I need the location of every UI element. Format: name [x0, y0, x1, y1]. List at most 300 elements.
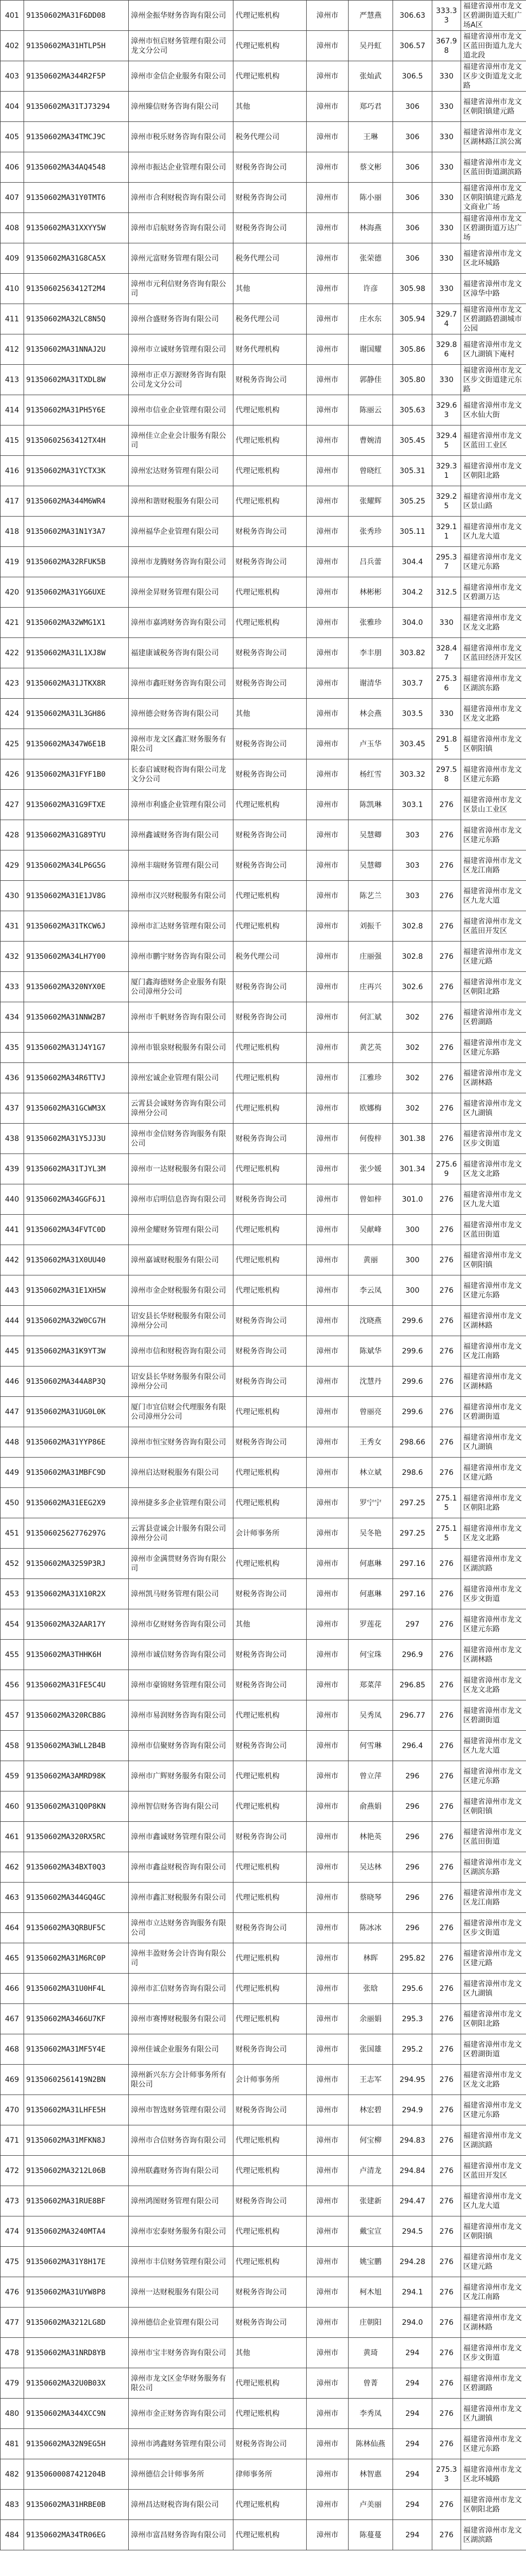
address-text: 福建省漳州市龙文区碧湖街道	[461, 1700, 526, 1731]
company-name: 漳州市银泉财税服务有限公司	[129, 1033, 233, 1063]
score-value: 299.6	[393, 1397, 432, 1427]
institution-type: 财税务咨询公司	[233, 1640, 307, 1670]
row-number: 401	[1, 1, 24, 31]
city-name: 漳州市	[307, 2065, 349, 2095]
institution-type: 代理记账机构	[233, 790, 307, 820]
score-value: 305.31	[393, 456, 432, 486]
institution-type: 财税务咨询公司	[233, 2308, 307, 2338]
address-text: 福建省漳州市龙文区步文街道	[461, 1913, 526, 1943]
contact-person: 何雪琳	[349, 1731, 393, 1761]
credit-code: 91350602MA31TKCW6J	[24, 911, 129, 942]
address-text: 福建省漳州市龙文区碧湖街道万达广场	[461, 213, 526, 243]
table-row	[1, 1852, 526, 1883]
address-text: 福建省漳州市龙文区龙文北路	[461, 1670, 526, 1700]
institution-type: 代理记账机构	[233, 1549, 307, 1579]
company-name: 漳州市一达财税服务有限公司	[129, 1154, 233, 1184]
contact-person: 杨红雪	[349, 759, 393, 790]
company-name: 漳州市合信财务咨询有限公司	[129, 2125, 233, 2156]
city-name: 漳州市	[307, 1397, 349, 1427]
credit-code: 91350602MA31JTKX8R	[24, 668, 129, 699]
score-value: 296.77	[393, 1700, 432, 1731]
company-name: 漳州宏诚企业管理有限公司	[129, 1063, 233, 1093]
credit-code: 91350602MA31GCWM3X	[24, 1093, 129, 1124]
row-number: 484	[1, 2520, 24, 2550]
company-name: 漳州嘉诚财税服务有限公司	[129, 1245, 233, 1275]
credit-code: 91350602MA31NNAJ2U	[24, 334, 129, 365]
address-text: 福建省漳州市龙文区碧湖街道	[461, 2034, 526, 2065]
score-value: 295.2	[393, 2034, 432, 2065]
address-text: 福建省漳州市龙文区建元东路	[461, 1609, 526, 1640]
credit-code: 91350602MA31X10R2X	[24, 1579, 129, 1609]
score-value: 303	[393, 850, 432, 881]
city-name: 漳州市	[307, 2399, 349, 2429]
table-row	[1, 2216, 526, 2247]
contact-person: 林宏碧	[349, 2095, 393, 2125]
credit-code: 91350602MA344GQ4GC	[24, 1883, 129, 1913]
table-row	[1, 850, 526, 881]
table-row	[1, 1943, 526, 1974]
institution-type: 财税务咨询公司	[233, 517, 307, 547]
company-name: 漳州市鹏宇财务咨询有限公司	[129, 942, 233, 972]
city-name: 漳州市	[307, 790, 349, 820]
table-row	[1, 1518, 526, 1549]
table-row	[1, 213, 526, 243]
table-row	[1, 365, 526, 395]
credit-code: 91350602MA32RFUK5B	[24, 547, 129, 577]
address-text: 福建省漳州市龙文区朝阳北路	[461, 972, 526, 1002]
address-text: 福建省漳州市龙文区蓝田街道湖滨路	[461, 152, 526, 183]
city-name: 漳州市	[307, 1215, 349, 1245]
score-value: 294.83	[393, 2125, 432, 2156]
institution-type: 财税务咨询公司	[233, 2429, 307, 2459]
row-number: 457	[1, 1700, 24, 1731]
count-value: 276	[432, 1336, 461, 1367]
address-text: 福建省漳州市龙文区九湖镇	[461, 1974, 526, 2004]
count-value: 329.86	[432, 334, 461, 365]
company-name: 漳州市亿财财务咨询有限公司	[129, 1609, 233, 1640]
city-name: 漳州市	[307, 456, 349, 486]
city-name: 漳州市	[307, 395, 349, 425]
address-text: 福建省漳州市龙文区龙文北路	[461, 2065, 526, 2095]
table-row	[1, 1731, 526, 1761]
contact-person: 林彬彬	[349, 577, 393, 608]
contact-person: 陈蔓蔓	[349, 2520, 393, 2550]
row-number: 417	[1, 486, 24, 517]
contact-person: 何俊梓	[349, 1124, 393, 1154]
city-name: 漳州市	[307, 2368, 349, 2399]
table-row	[1, 2490, 526, 2520]
score-value: 294.9	[393, 2095, 432, 2125]
credit-code: 91350602MA31G8CA5X	[24, 243, 129, 274]
count-value: 276	[432, 1275, 461, 1306]
address-text: 福建省漳州市龙文区建元路	[461, 1458, 526, 1488]
count-value: 276	[432, 1640, 461, 1670]
institution-type: 财税务咨询公司	[233, 213, 307, 243]
contact-person: 何宝柳	[349, 2125, 393, 2156]
score-value: 297.16	[393, 1549, 432, 1579]
city-name: 漳州市	[307, 608, 349, 638]
credit-code: 91350602MA31HRBE0B	[24, 2490, 129, 2520]
address-text: 福建省漳州市龙文区湖林路江滨公寓	[461, 122, 526, 152]
count-value: 276	[432, 2156, 461, 2186]
count-value: 276	[432, 1033, 461, 1063]
address-text: 福建省漳州市龙文区建元东路	[461, 759, 526, 790]
count-value: 276	[432, 1822, 461, 1852]
institution-type: 代理记账机构	[233, 1943, 307, 1974]
city-name: 漳州市	[307, 972, 349, 1002]
institution-type: 代理记账机构	[233, 2368, 307, 2399]
city-name: 漳州市	[307, 729, 349, 759]
city-name: 漳州市	[307, 850, 349, 881]
count-value: 276	[432, 2368, 461, 2399]
count-value: 276	[432, 2004, 461, 2034]
score-value: 300	[393, 1245, 432, 1275]
score-value: 303.7	[393, 668, 432, 699]
company-name: 漳州市豪锦财务管理有限公司	[129, 1670, 233, 1700]
institution-type: 代理记账机构	[233, 1974, 307, 2004]
company-name: 漳州丰瑞财务管理有限公司	[129, 850, 233, 881]
credit-code: 91350602MA31HTLP5H	[24, 31, 129, 61]
company-name: 漳州昌达财税咨询有限公司	[129, 2490, 233, 2520]
contact-person: 曾菁	[349, 2368, 393, 2399]
table-row	[1, 759, 526, 790]
score-value: 296	[393, 1761, 432, 1791]
credit-code: 91350602MA31UYW8P8	[24, 2277, 129, 2308]
company-name: 漳州合盛财务咨询有限公司	[129, 304, 233, 334]
address-text: 福建省漳州市龙文区湖林路	[461, 1306, 526, 1336]
table-row	[1, 911, 526, 942]
contact-person: 曾晓红	[349, 456, 393, 486]
institution-type: 其他	[233, 92, 307, 122]
count-value: 333.33	[432, 1, 461, 31]
score-value: 298.66	[393, 1427, 432, 1458]
city-name: 漳州市	[307, 1124, 349, 1154]
count-value: 330	[432, 243, 461, 274]
contact-person: 吴秀凤	[349, 1700, 393, 1731]
city-name: 漳州市	[307, 2308, 349, 2338]
score-value: 304.2	[393, 577, 432, 608]
score-value: 294	[393, 2338, 432, 2368]
city-name: 漳州市	[307, 911, 349, 942]
count-value: 276	[432, 1306, 461, 1336]
company-name: 福建康诚税务咨询有限公司	[129, 638, 233, 668]
score-value: 305.11	[393, 517, 432, 547]
table-row	[1, 547, 526, 577]
count-value: 276	[432, 881, 461, 911]
row-number: 465	[1, 1943, 24, 1974]
contact-person: 谢国耀	[349, 334, 393, 365]
row-number: 477	[1, 2308, 24, 2338]
address-text: 福建省漳州市龙文区龙文北路	[461, 699, 526, 729]
address-text: 福建省漳州市龙文区建元路	[461, 1943, 526, 1974]
company-name: 漳州市恒启财务管理有限公司龙文分公司	[129, 31, 233, 61]
city-name: 漳州市	[307, 1852, 349, 1883]
company-name: 漳州市诚信财务咨询有限公司	[129, 1640, 233, 1670]
contact-person: 李秀凤	[349, 2399, 393, 2429]
institution-type: 财税务咨询公司	[233, 1731, 307, 1761]
credit-code: 91350602MA31FE5C4U	[24, 1670, 129, 1700]
contact-person: 王志军	[349, 2065, 393, 2095]
credit-code: 91350602MA31N1Y3A7	[24, 517, 129, 547]
row-number: 415	[1, 425, 24, 456]
score-value: 294.1	[393, 2277, 432, 2308]
row-number: 446	[1, 1367, 24, 1397]
city-name: 漳州市	[307, 1184, 349, 1215]
contact-person: 王秀女	[349, 1427, 393, 1458]
count-value: 276	[432, 2065, 461, 2095]
contact-person: 陈丽云	[349, 395, 393, 425]
city-name: 漳州市	[307, 2125, 349, 2156]
contact-person: 黄琦	[349, 2338, 393, 2368]
company-name: 漳州市鸿鑫财务管理有限公司	[129, 2429, 233, 2459]
score-value: 302	[393, 1063, 432, 1093]
company-name: 漳州市启明信息咨询有限公司	[129, 1184, 233, 1215]
company-name: 漳州市金满贯财务咨询有限公司	[129, 1549, 233, 1579]
company-name: 长泰启诚财税咨询有限公司龙文分公司	[129, 759, 233, 790]
table-row	[1, 1974, 526, 2004]
score-value: 303.32	[393, 759, 432, 790]
institution-type: 代理记账机构	[233, 1791, 307, 1822]
credit-code: 91350602MA31FYF1B0	[24, 759, 129, 790]
count-value: 329.45	[432, 425, 461, 456]
city-name: 漳州市	[307, 1063, 349, 1093]
institution-type: 其他	[233, 274, 307, 304]
score-value: 296	[393, 1791, 432, 1822]
count-value: 276	[432, 1913, 461, 1943]
count-value: 276	[432, 2520, 461, 2550]
score-value: 303.1	[393, 790, 432, 820]
table-row	[1, 2520, 526, 2550]
row-number: 442	[1, 1245, 24, 1275]
institution-type: 代理记账机构	[233, 2399, 307, 2429]
table-row	[1, 1488, 526, 1518]
count-value: 276	[432, 2277, 461, 2308]
count-value: 276	[432, 820, 461, 850]
row-number: 404	[1, 92, 24, 122]
company-name: 漳州市正卓万源财务咨询有限公司龙文分公司	[129, 365, 233, 395]
contact-person: 张秀珍	[349, 517, 393, 547]
row-number: 480	[1, 2399, 24, 2429]
address-text: 福建省漳州市龙文区湖林路	[461, 1367, 526, 1397]
institution-type: 代理记账机构	[233, 1245, 307, 1275]
institution-type: 代理记账机构	[233, 2490, 307, 2520]
table-row	[1, 517, 526, 547]
row-number: 423	[1, 668, 24, 699]
contact-person: 罗宁宁	[349, 1488, 393, 1518]
row-number: 460	[1, 1791, 24, 1822]
address-text: 福建省漳州市龙文区朝阳北路	[461, 2004, 526, 2034]
row-number: 428	[1, 820, 24, 850]
credit-code: 91350602MA31PH5Y6E	[24, 395, 129, 425]
credit-code: 91350602MA31Y0TMT6	[24, 183, 129, 213]
table-row	[1, 1367, 526, 1397]
contact-person: 沈晓燕	[349, 1306, 393, 1336]
score-value: 294	[393, 2520, 432, 2550]
company-name: 漳州市利盛企业管理有限公司	[129, 790, 233, 820]
address-text: 福建省漳州市龙文区碧湖路	[461, 2368, 526, 2399]
count-value: 330	[432, 61, 461, 92]
contact-person: 吴冬艳	[349, 1518, 393, 1549]
count-value: 276	[432, 1427, 461, 1458]
row-number: 441	[1, 1215, 24, 1245]
institution-type: 财税务咨询公司	[233, 850, 307, 881]
table-row	[1, 1640, 526, 1670]
table-row	[1, 1427, 526, 1458]
company-name: 漳州市立诚财务管理有限公司	[129, 334, 233, 365]
city-name: 漳州市	[307, 2520, 349, 2550]
credit-code: 91350602563412TX4H	[24, 425, 129, 456]
city-name: 漳州市	[307, 2095, 349, 2125]
city-name: 漳州市	[307, 942, 349, 972]
count-value: 330	[432, 274, 461, 304]
credit-code: 91350602MA31E1XH5W	[24, 1275, 129, 1306]
credit-code: 91350602MA34BXT0Q3	[24, 1852, 129, 1883]
company-name: 漳州德会财务咨询有限公司	[129, 699, 233, 729]
row-number: 461	[1, 1822, 24, 1852]
table-row	[1, 122, 526, 152]
contact-person: 许彦	[349, 274, 393, 304]
institution-type: 财税务咨询公司	[233, 2034, 307, 2065]
company-name: 漳州联鑫财务咨询有限公司	[129, 2156, 233, 2186]
institution-type: 财税务咨询公司	[233, 1002, 307, 1033]
row-number: 422	[1, 638, 24, 668]
company-name: 诏安县长华财务服务有限公司漳州分公司	[129, 1367, 233, 1397]
contact-person: 吴慧卿	[349, 820, 393, 850]
credit-code: 91350602MA31K9YT3W	[24, 1336, 129, 1367]
contact-person: 柯木旭	[349, 2277, 393, 2308]
city-name: 漳州市	[307, 1458, 349, 1488]
contact-person: 何汇斌	[349, 1002, 393, 1033]
credit-code: 91350602MA31X0UU40	[24, 1245, 129, 1275]
credit-code: 91350602MA31M6RC0P	[24, 1943, 129, 1974]
score-value: 297.16	[393, 1579, 432, 1609]
row-number: 476	[1, 2277, 24, 2308]
company-name: 云霄县壹诚会计服务有限公司漳州分公司	[129, 1518, 233, 1549]
score-value: 299.6	[393, 1367, 432, 1397]
contact-person: 陈艺兰	[349, 881, 393, 911]
table-row	[1, 1, 526, 31]
count-value: 330	[432, 122, 461, 152]
score-value: 300	[393, 1275, 432, 1306]
credit-code: 91350602MA31L3GH86	[24, 699, 129, 729]
city-name: 漳州市	[307, 1033, 349, 1063]
score-value: 305.98	[393, 274, 432, 304]
credit-code: 91350602MA3WLL2B4B	[24, 1731, 129, 1761]
count-value: 275.15	[432, 1518, 461, 1549]
city-name: 漳州市	[307, 2490, 349, 2520]
city-name: 漳州市	[307, 486, 349, 517]
contact-person: 卢玉华	[349, 729, 393, 759]
institution-type: 其他	[233, 699, 307, 729]
company-name: 漳州福华企业管理有限公司	[129, 517, 233, 547]
credit-code: 91350602MA31MBFC9D	[24, 1458, 129, 1488]
institution-type: 代理记账机构	[233, 608, 307, 638]
row-number: 420	[1, 577, 24, 608]
count-value: 276	[432, 1184, 461, 1215]
contact-person: 俞燕娟	[349, 1791, 393, 1822]
score-value: 306	[393, 213, 432, 243]
table-row	[1, 1883, 526, 1913]
count-value: 275.69	[432, 1154, 461, 1184]
table-row	[1, 1822, 526, 1852]
table-row	[1, 2125, 526, 2156]
row-number: 454	[1, 1609, 24, 1640]
row-number: 429	[1, 850, 24, 881]
contact-person: 张荣德	[349, 243, 393, 274]
table-row	[1, 1336, 526, 1367]
company-name: 漳州市嘉鸿财务咨询有限公司	[129, 608, 233, 638]
count-value: 276	[432, 1731, 461, 1761]
company-name: 漳州捷多多企业管理有限公司	[129, 1488, 233, 1518]
table-row	[1, 243, 526, 274]
institution-type: 财税务咨询公司	[233, 547, 307, 577]
credit-code: 91350602MA32U0B03X	[24, 2368, 129, 2399]
address-text: 福建省漳州市龙文区景山工业区	[461, 790, 526, 820]
address-text: 福建省漳州市龙文区湖滨东路	[461, 1852, 526, 1883]
city-name: 漳州市	[307, 1154, 349, 1184]
count-value: 330	[432, 213, 461, 243]
count-value: 276	[432, 850, 461, 881]
institution-type: 税务代理公司	[233, 243, 307, 274]
table-row	[1, 1761, 526, 1791]
table-row	[1, 972, 526, 1002]
count-value: 328.47	[432, 638, 461, 668]
company-name: 漳州市鑫汇财税服务有限公司	[129, 1883, 233, 1913]
credit-code: 91350602MA320RCB8G	[24, 1700, 129, 1731]
count-value: 276	[432, 1974, 461, 2004]
credit-code: 91350602MA31Y5JJ3U	[24, 1124, 129, 1154]
table-row	[1, 2338, 526, 2368]
contact-person: 卢美丽	[349, 2490, 393, 2520]
row-number: 413	[1, 365, 24, 395]
city-name: 漳州市	[307, 1974, 349, 2004]
company-name: 漳州市鑫诚财务管理有限公司	[129, 1822, 233, 1852]
score-value: 306	[393, 152, 432, 183]
row-number: 418	[1, 517, 24, 547]
address-text: 福建省漳州市龙文区朝阳镇	[461, 1791, 526, 1822]
city-name: 漳州市	[307, 61, 349, 92]
row-number: 403	[1, 61, 24, 92]
institution-type: 税务代理公司	[233, 304, 307, 334]
count-value: 276	[432, 1700, 461, 1731]
address-text: 福建省漳州市龙文区朝阳镇	[461, 2216, 526, 2247]
score-value: 294.28	[393, 2247, 432, 2277]
score-value: 300	[393, 1215, 432, 1245]
credit-code: 91350602MA31YYP86E	[24, 1427, 129, 1458]
score-value: 296.9	[393, 1640, 432, 1670]
contact-person: 江雅珍	[349, 1063, 393, 1093]
address-text: 福建省漳州市龙文区龙文北路	[461, 608, 526, 638]
credit-code: 91350602MA34AQ4548	[24, 152, 129, 183]
city-name: 漳州市	[307, 1306, 349, 1336]
credit-code: 91350602MA3466U7KF	[24, 2004, 129, 2034]
company-name: 漳州市合利财税咨询有限公司	[129, 183, 233, 213]
institution-type: 财税务咨询公司	[233, 1306, 307, 1336]
address-text: 福建省漳州市龙文区龙江南路	[461, 1883, 526, 1913]
address-text: 福建省漳州市龙文区建元路	[461, 942, 526, 972]
institution-type: 代理记账机构	[233, 486, 307, 517]
row-number: 419	[1, 547, 24, 577]
credit-code: 91350602MA320NYX0E	[24, 972, 129, 1002]
institution-type: 财税务咨询公司	[233, 1124, 307, 1154]
contact-person: 郭静佳	[349, 365, 393, 395]
credit-code: 91350602MA320RX5RC	[24, 1822, 129, 1852]
table-row	[1, 668, 526, 699]
credit-code: 91350602MA31TJ73294	[24, 92, 129, 122]
institution-type: 财税务咨询公司	[233, 1367, 307, 1397]
credit-code: 91350602MA34LH7Y00	[24, 942, 129, 972]
address-text: 福建省漳州市龙文区漳华中路	[461, 274, 526, 304]
